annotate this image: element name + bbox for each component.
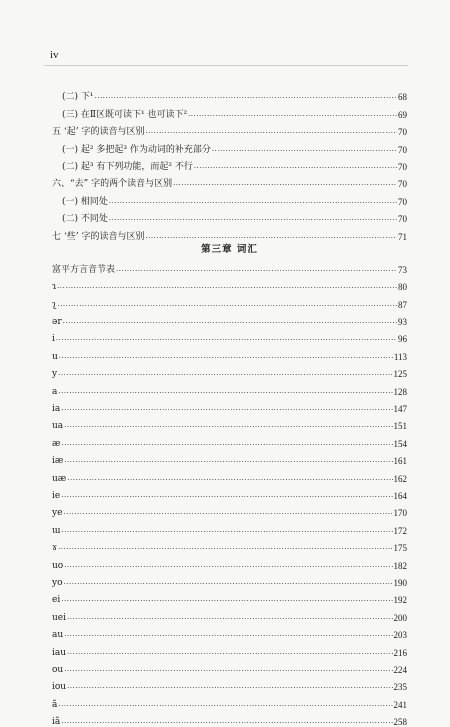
toc-entry <box>52 536 407 553</box>
toc-entry-label: u <box>52 351 58 362</box>
toc-entry-page: 241 <box>393 699 407 710</box>
toc-leader-dots <box>63 511 392 518</box>
toc-leader-dots <box>64 564 392 571</box>
toc-entry <box>52 449 407 466</box>
toc-entry-page: 154 <box>393 438 407 449</box>
toc-leader-dots <box>57 303 397 310</box>
toc-entry-page: 182 <box>393 560 407 571</box>
toc-entry-label: (三) 在Ⅱ区既可读下¹ 也可读下² <box>62 109 188 120</box>
toc-entry <box>52 692 407 709</box>
toc-entry-label: ʅ <box>52 299 57 310</box>
toc-leader-dots <box>61 494 392 501</box>
toc-entry-label: ər <box>52 317 62 328</box>
toc-leader-dots <box>188 113 397 120</box>
toc-entry-label: ye <box>52 508 63 519</box>
toc-entry-page: 162 <box>393 473 407 484</box>
toc-leader-dots <box>61 720 392 727</box>
toc-entry-page: 216 <box>393 647 407 658</box>
toc-entry <box>52 675 407 692</box>
header-rule <box>44 65 408 66</box>
toc-entry-page: 70 <box>398 196 407 207</box>
toc-entry-page: 80 <box>398 282 407 293</box>
toc-entry-page: 258 <box>393 717 407 727</box>
toc-entry-label: yo <box>52 577 63 588</box>
toc-entry-page: 200 <box>393 612 407 623</box>
toc-leader-dots <box>58 703 392 710</box>
toc-entry-label: au <box>52 630 64 641</box>
toc-entry-label: ou <box>52 664 64 675</box>
toc-entry-label: iã <box>52 717 61 727</box>
toc-entry-page: 151 <box>393 421 407 432</box>
toc-leader-dots <box>58 372 392 379</box>
toc-entry <box>52 85 407 102</box>
toc-entry <box>52 553 407 570</box>
toc-entry <box>52 344 407 361</box>
toc-leader-dots <box>62 529 393 536</box>
toc-entry <box>52 518 407 535</box>
toc-entry-page: 68 <box>398 92 407 103</box>
toc-leader-dots <box>67 477 392 484</box>
toc-entry-label: 七 ‘些’ 字的读音与区别 <box>52 231 145 242</box>
toc-entry <box>52 172 407 189</box>
toc-entry-label: ua <box>52 421 64 432</box>
toc-entry-page: 70 <box>398 144 407 155</box>
toc-entry-label: ɤ <box>52 543 58 554</box>
toc-leader-dots <box>212 148 397 155</box>
toc-leader-dots <box>109 217 397 224</box>
toc-entry <box>52 571 407 588</box>
toc-entry-label: (二) 起³ 有下列功能，而起² 不行 <box>62 161 193 172</box>
toc-entry-page: 161 <box>393 456 407 467</box>
toc-entry <box>52 207 407 224</box>
toc-leader-dots <box>109 200 397 207</box>
toc-entry-page: 147 <box>393 404 407 415</box>
toc-entry-page: 93 <box>398 317 407 328</box>
toc-entry <box>52 224 407 241</box>
toc-entry-page: 235 <box>393 682 407 693</box>
toc-entry <box>52 501 407 518</box>
toc-leader-dots <box>64 633 392 640</box>
toc-entry-page: 70 <box>398 127 407 138</box>
toc-entry-label: ia <box>52 404 61 415</box>
toc-entry-label: (二) 下¹ <box>62 92 94 103</box>
toc-entry-page: 113 <box>393 351 407 362</box>
toc-entry <box>52 120 407 137</box>
toc-leader-dots <box>173 182 397 189</box>
toc-entry <box>52 327 407 344</box>
toc-leader-dots <box>63 320 397 327</box>
toc-entry-page: 170 <box>393 508 407 519</box>
toc-entry <box>52 258 407 275</box>
toc-leader-dots <box>57 285 397 292</box>
toc-entry-page: 128 <box>393 386 407 397</box>
toc-entry <box>52 431 407 448</box>
toc-leader-dots <box>67 651 392 658</box>
toc-entry-page: 190 <box>393 577 407 588</box>
toc-leader-dots <box>64 424 392 431</box>
toc-entry-page: 96 <box>398 334 407 345</box>
toc-entry <box>52 362 407 379</box>
toc-entry <box>52 102 407 119</box>
toc-leader-dots <box>67 685 392 692</box>
toc-entry-page: 87 <box>398 299 407 310</box>
toc-leader-dots <box>95 95 398 102</box>
toc-leader-dots <box>145 235 397 242</box>
toc-entry-label: a <box>52 386 58 397</box>
toc-leader-dots <box>59 355 393 362</box>
toc-entry <box>52 189 407 206</box>
toc-leader-dots <box>58 546 392 553</box>
toc-entry-label: ɿ <box>52 282 57 293</box>
toc-entry <box>52 710 407 727</box>
toc-entry-label: y <box>52 369 58 380</box>
toc-entry-label: 六、“去” 字的两个读音与区别 <box>52 179 173 190</box>
toc-entry-page: 71 <box>398 231 407 242</box>
toc-leader-dots <box>56 337 397 344</box>
toc-entry <box>52 588 407 605</box>
toc-section-list <box>52 85 407 242</box>
toc-entry-label: i <box>52 334 55 345</box>
toc-entry-page: 125 <box>393 369 407 380</box>
toc-entry-page: 172 <box>393 525 407 536</box>
toc-entry <box>52 137 407 154</box>
toc-entry-label: 富平方言音节表 <box>52 264 116 275</box>
toc-leader-dots <box>116 268 397 275</box>
toc-leader-dots <box>61 442 392 449</box>
toc-entry-label: uei <box>52 612 67 623</box>
toc-entry-label: æ <box>52 438 61 449</box>
toc-entry-label: iou <box>52 682 67 693</box>
toc-entry-label: (一) 相同处 <box>62 196 108 207</box>
toc-entry-page: 70 <box>398 214 407 225</box>
toc-leader-dots <box>61 598 392 605</box>
toc-entry-page: 164 <box>393 490 407 501</box>
toc-leader-dots <box>58 390 392 397</box>
toc-entry-page: 203 <box>393 630 407 641</box>
toc-leader-dots <box>194 165 397 172</box>
toc-entry-label: ie <box>52 490 61 501</box>
page-number: iv <box>50 49 59 61</box>
toc-entry-page: 73 <box>398 264 407 275</box>
toc-entry <box>52 605 407 622</box>
toc-leader-dots <box>64 459 392 466</box>
toc-leader-dots <box>64 581 393 588</box>
toc-leader-dots <box>61 407 392 414</box>
chapter-title: 第三章 词汇 <box>201 243 258 255</box>
toc-entry <box>52 484 407 501</box>
toc-entry-page: 192 <box>393 595 407 606</box>
toc-entry-page: 69 <box>398 109 407 120</box>
toc-entry <box>52 414 407 431</box>
toc-leader-dots <box>64 668 392 675</box>
toc-entry-label: iau <box>52 647 67 658</box>
toc-leader-dots <box>145 130 397 137</box>
toc-entry <box>52 292 407 309</box>
toc-entry-label: (一) 起² 多把起³ 作为动词的补充部分 <box>62 144 211 155</box>
toc-entry-label: uo <box>52 560 64 571</box>
toc-entry-label: 五 ‘起’ 字的读音与区别 <box>52 127 145 138</box>
toc-entry-label: ã <box>52 699 58 710</box>
toc-entry <box>52 310 407 327</box>
toc-entry <box>52 623 407 640</box>
toc-entry <box>52 379 407 396</box>
toc-entry-page: 224 <box>393 664 407 675</box>
toc-entry-label: uæ <box>52 473 67 484</box>
toc-entry-page: 70 <box>398 161 407 172</box>
toc-entry-label: ei <box>52 595 61 606</box>
toc-entry-label: iæ <box>52 456 64 467</box>
toc-leader-dots <box>67 616 392 623</box>
toc-entry <box>52 155 407 172</box>
toc-entry <box>52 466 407 483</box>
toc-entry-page: 70 <box>398 179 407 190</box>
toc-entry-page: 175 <box>393 543 407 554</box>
toc-entry-label: ɯ <box>52 525 61 536</box>
toc-entry <box>52 640 407 657</box>
toc-entry <box>52 275 407 292</box>
toc-entry-label: (二) 不同处 <box>62 214 108 225</box>
toc-entry <box>52 658 407 675</box>
toc-entry <box>52 397 407 414</box>
table-of-contents <box>52 85 407 727</box>
